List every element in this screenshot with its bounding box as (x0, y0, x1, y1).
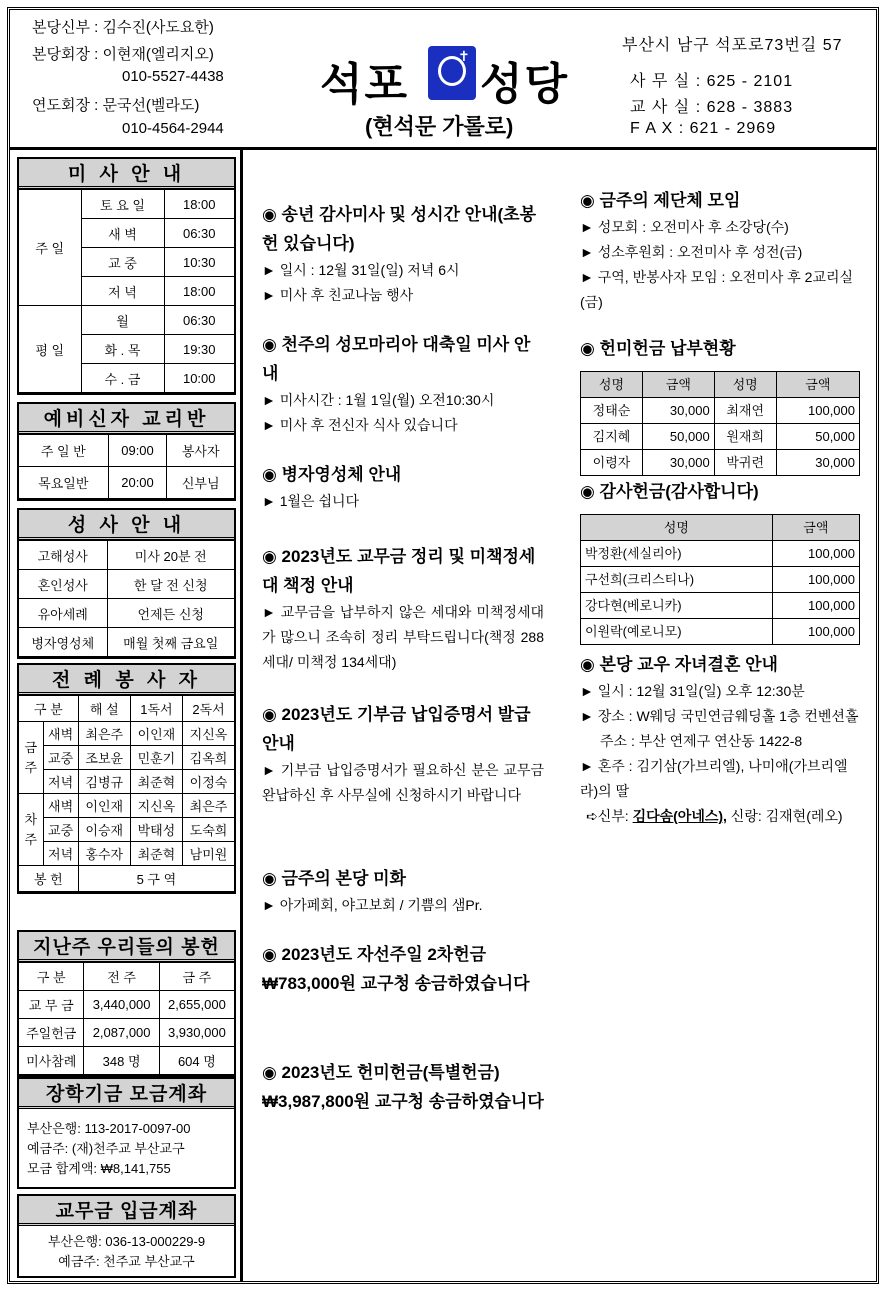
rice-cell: 최재연 (714, 398, 776, 424)
liturgy-cell: 김옥희 (182, 746, 234, 770)
liturgy-cell: 새벽 (43, 722, 78, 746)
title-left: 석포 (320, 60, 410, 109)
groups-section (580, 186, 860, 315)
liturgy-cell: 이인재 (78, 794, 130, 818)
wedding-place: ► 장소 : W웨딩 국민연금웨딩홀 1층 컨벤션홀 (580, 708, 859, 724)
liturgy-cell: 도숙희 (182, 818, 234, 842)
sacrament-cell: 유아세례 (19, 599, 107, 628)
liturgy-cell: 최준혁 (130, 770, 182, 794)
mass-time: 18:00 (164, 190, 234, 219)
notice-title: ◉ 2023년도 자선주일 2차헌금 ₩783,000원 교구청 송금하였습니다 (262, 945, 530, 993)
rice-cell: 이령자 (581, 450, 643, 476)
thanks-title: ◉ 감사헌금(감사합니다) (580, 482, 759, 501)
notice-line: ► 일시 : 12월 31일(일) 저녁 6시 (262, 262, 460, 278)
scholarship-box (17, 1077, 236, 1189)
liturgy-row (19, 794, 234, 818)
liturgy-row (19, 842, 234, 866)
mass-time: 18:00 (164, 277, 234, 306)
sacrament-row (19, 541, 234, 570)
thanks-section (580, 477, 860, 645)
scholarship-title: 장학기금 모금계좌 (19, 1079, 234, 1109)
lastweek-cell: 3,930,000 (159, 1019, 234, 1047)
bride-label: ➪신부: (586, 808, 633, 824)
header (10, 10, 876, 150)
president: 본당회장 : 이현재(엘리지오) (32, 46, 214, 63)
rice-cell: 100,000 (776, 398, 859, 424)
rice-cell: 50,000 (642, 424, 714, 450)
address: 부산시 남구 석포로73번길 57 (622, 37, 843, 54)
sacrament-cell: 매월 첫째 금요일 (107, 628, 234, 657)
rice-title: ◉ 헌미헌금 납부현황 (580, 339, 736, 358)
catechumen-cell: 20:00 (108, 467, 167, 499)
groups-line: ► 성모회 : 오전미사 후 소강당(수) (580, 219, 789, 235)
liturgy-cell: 교중 (43, 746, 78, 770)
liturgy-cell: 박태성 (130, 818, 182, 842)
liturgy-cell: 지신옥 (130, 794, 182, 818)
liturgy-cell: 교중 (43, 818, 78, 842)
thanks-cell: 강다현(베로니카) (581, 593, 773, 619)
liturgy-cell: 이정숙 (182, 770, 234, 794)
thanks-row (581, 593, 860, 619)
office-phone: 사 무 실 : 625 - 2101 (630, 73, 794, 90)
rice-head-cell: 성명 (714, 372, 776, 398)
lastweek-cell: 2,655,000 (159, 991, 234, 1019)
liturgy-head-cell: 1독서 (130, 696, 182, 722)
yeondo: 연도회장 : 문국선(벨라도) (32, 97, 200, 114)
bride-name: 김다솜(아네스), (632, 808, 727, 824)
pastor: 본당신부 : 김수진(사도요한) (32, 19, 214, 36)
wedding-address: 주소 : 부산 연제구 연산동 1422-8 (600, 733, 803, 749)
dues-title: 교무금 입금계좌 (19, 1196, 234, 1226)
mass-title: 미 사 안 내 (19, 159, 234, 189)
scholarship-line: 모금 합계액: ₩8,141,755 (27, 1161, 171, 1176)
church-logo-icon: ✝ (428, 46, 476, 100)
president-phone: 010-5527-4438 (122, 68, 224, 85)
liturgy-row (19, 722, 234, 746)
dues-line: 부산은행: 036-13-000229-9 (47, 1234, 206, 1249)
lastweek-row (19, 1047, 234, 1075)
mass-day: 수 . 금 (81, 364, 164, 393)
fax: F A X : 621 - 2969 (630, 120, 777, 137)
thanks-head-cell: 금액 (772, 515, 859, 541)
sacrament-cell: 병자영성체 (19, 628, 107, 657)
lastweek-cell: 2,087,000 (84, 1019, 159, 1047)
sacrament-cell: 혼인성사 (19, 570, 107, 599)
mass-day: 토 요 일 (81, 190, 164, 219)
thanks-cell: 100,000 (772, 593, 859, 619)
thanks-cell: 100,000 (772, 541, 859, 567)
liturgy-cell: 최준혁 (130, 842, 182, 866)
dues-box (17, 1194, 236, 1278)
thanks-head-cell: 성명 (581, 515, 773, 541)
wedding-parents: ► 혼주 : 김기삼(가브리엘), 나미애(가브리엘라)의 딸 (580, 758, 848, 799)
lastweek-cell: 주일헌금 (19, 1019, 84, 1047)
rice-cell: 30,000 (642, 398, 714, 424)
thanks-cell: 100,000 (772, 567, 859, 593)
mass-box (17, 157, 236, 395)
rice-head-cell: 금액 (776, 372, 859, 398)
sacraments-title: 성 사 안 내 (19, 510, 234, 540)
mass-day: 교 중 (81, 248, 164, 277)
groups-title: ◉ 금주의 제단체 모임 (580, 191, 741, 210)
liturgy-cell: 남미원 (182, 842, 234, 866)
notice-section (262, 940, 544, 998)
rice-cell: 50,000 (776, 424, 859, 450)
wedding-section (580, 650, 860, 829)
liturgy-cell: 저녁 (43, 842, 78, 866)
rice-head-cell: 금액 (642, 372, 714, 398)
liturgy-cell: 조보윤 (78, 746, 130, 770)
offering-row (19, 866, 234, 892)
notice-section (262, 700, 544, 808)
mass-row (19, 190, 234, 219)
yeondo-phone: 010-4564-2944 (122, 120, 224, 137)
notice-line: ► 1월은 쉽니다 (262, 493, 360, 509)
rice-cell: 박귀련 (714, 450, 776, 476)
thanks-row (581, 567, 860, 593)
catechumen-title: 예비신자 교리반 (19, 404, 234, 434)
wedding-date: ► 일시 : 12월 31일(일) 오후 12:30분 (580, 683, 805, 699)
sacrament-cell: 언제든 신청 (107, 599, 234, 628)
notice-section (262, 864, 544, 918)
dues-line: 예금주: 천주교 부산교구 (58, 1254, 195, 1269)
liturgy-cell: 민훈기 (130, 746, 182, 770)
mass-time: 10:30 (164, 248, 234, 277)
catechumen-cell: 09:00 (108, 435, 167, 467)
subtitle: (현석문 가롤로) (365, 114, 514, 139)
mass-day: 저 녁 (81, 277, 164, 306)
notice-line: ► 미사 후 전신자 식사 있습니다 (262, 417, 458, 433)
weekday-label: 평 일 (19, 306, 81, 393)
groups-line: ► 성소후원회 : 오전미사 후 성전(금) (580, 244, 803, 260)
lastweek-head-cell: 전 주 (84, 963, 159, 991)
sacrament-row (19, 570, 234, 599)
liturgy-cell: 최은주 (182, 794, 234, 818)
liturgy-cell: 최은주 (78, 722, 130, 746)
liturgy-row (19, 770, 234, 794)
sacraments-box (17, 508, 236, 659)
lastweek-box (17, 930, 236, 1077)
notice-section (262, 460, 544, 514)
liturgy-cell: 이승재 (78, 818, 130, 842)
liturgy-cell: 홍수자 (78, 842, 130, 866)
catechumen-cell: 목요일반 (19, 467, 108, 499)
liturgy-box (17, 663, 236, 894)
mass-day: 월 (81, 306, 164, 335)
lastweek-cell: 604 명 (159, 1047, 234, 1075)
rice-section (580, 334, 860, 476)
mass-time: 06:30 (164, 306, 234, 335)
mass-time: 10:00 (164, 364, 234, 393)
thanks-cell: 100,000 (772, 619, 859, 645)
notice-title: ◉ 금주의 본당 미화 (262, 869, 406, 888)
notice-section (262, 200, 544, 308)
lastweek-cell: 3,440,000 (84, 991, 159, 1019)
thanks-cell: 박정환(세실리아) (581, 541, 773, 567)
sacrament-cell: 미사 20분 전 (107, 541, 234, 570)
liturgy-cell: 새벽 (43, 794, 78, 818)
rice-cell: 30,000 (776, 450, 859, 476)
liturgy-week: 금주 (19, 722, 43, 794)
left-column (10, 150, 243, 1282)
lastweek-cell: 교 무 금 (19, 991, 84, 1019)
notice-section (262, 330, 544, 438)
notice-title: ◉ 2023년도 교무금 정리 및 미책정세대 책정 안내 (262, 547, 536, 595)
liturgy-head-cell: 구 분 (19, 696, 78, 722)
lastweek-head-cell: 구 분 (19, 963, 84, 991)
liturgy-cell: 김병규 (78, 770, 130, 794)
mass-time: 06:30 (164, 219, 234, 248)
rice-row (581, 450, 860, 476)
sacrament-row (19, 628, 234, 657)
notice-section (262, 542, 544, 675)
notice-title: ◉ 병자영성체 안내 (262, 465, 402, 484)
notice-line: ► 아가페회, 야고보회 / 기쁨의 샘Pr. (262, 897, 483, 913)
notice-line: ► 미사 후 친교나눔 행사 (262, 287, 414, 303)
liturgy-head-cell: 해 설 (78, 696, 130, 722)
notice-title: ◉ 송년 감사미사 및 성시간 안내(초봉헌 있습니다) (262, 205, 537, 253)
lastweek-row (19, 991, 234, 1019)
liturgy-cell: 지신옥 (182, 722, 234, 746)
notice-line: ► 교무금을 납부하지 않은 세대와 미책정세대가 많으니 조속히 정리 부탁드립니다(책정 288세대/ 미책정 134세대) (262, 604, 544, 670)
lastweek-head-cell: 금 주 (159, 963, 234, 991)
liturgy-head (19, 696, 234, 722)
rice-head (581, 372, 860, 398)
thanks-head (581, 515, 860, 541)
offering-value: 5 구 역 (78, 866, 234, 892)
rice-cell: 30,000 (642, 450, 714, 476)
teacher-phone: 교 사 실 : 628 - 3883 (630, 99, 794, 116)
liturgy-cell: 저녁 (43, 770, 78, 794)
scholarship-line: 부산은행: 113-2017-0097-00 (27, 1121, 191, 1136)
catechumen-box (17, 402, 236, 501)
liturgy-title: 전 례 봉 사 자 (19, 665, 234, 695)
liturgy-cell: 이인재 (130, 722, 182, 746)
wedding-title: ◉ 본당 교우 자녀결혼 안내 (580, 655, 778, 674)
mass-row (19, 306, 234, 335)
lastweek-cell: 미사참례 (19, 1047, 84, 1075)
rice-row (581, 424, 860, 450)
catechumen-row (19, 467, 234, 499)
notice-title: ◉ 천주의 성모마리아 대축일 미사 안내 (262, 335, 531, 383)
sacrament-cell: 고해성사 (19, 541, 107, 570)
lastweek-title: 지난주 우리들의 봉헌 (19, 932, 234, 962)
rice-head-cell: 성명 (581, 372, 643, 398)
liturgy-head-cell: 2독서 (182, 696, 234, 722)
notice-line: ► 미사시간 : 1월 1일(월) 오전10:30시 (262, 392, 495, 408)
catechumen-cell: 주 일 반 (19, 435, 108, 467)
notice-title: ◉ 2023년도 기부금 납입증명서 발급 안내 (262, 705, 531, 753)
sacrament-cell: 한 달 전 신청 (107, 570, 234, 599)
thanks-row (581, 541, 860, 567)
scholarship-line: 예금주: (재)천주교 부산교구 (27, 1141, 185, 1156)
liturgy-row (19, 746, 234, 770)
rice-cell: 정태순 (581, 398, 643, 424)
catechumen-cell: 신부님 (167, 467, 234, 499)
liturgy-week: 차주 (19, 794, 43, 866)
sacrament-row (19, 599, 234, 628)
lastweek-head (19, 963, 234, 991)
catechumen-row (19, 435, 234, 467)
offering-label: 봉 헌 (19, 866, 78, 892)
rice-row (581, 398, 860, 424)
mass-day: 새 벽 (81, 219, 164, 248)
liturgy-row (19, 818, 234, 842)
rice-cell: 김지혜 (581, 424, 643, 450)
lastweek-row (19, 1019, 234, 1047)
mass-day: 화 . 목 (81, 335, 164, 364)
thanks-row (581, 619, 860, 645)
rice-cell: 원재희 (714, 424, 776, 450)
lastweek-cell: 348 명 (84, 1047, 159, 1075)
thanks-cell: 구선희(크리스티나) (581, 567, 773, 593)
catechumen-cell: 봉사자 (167, 435, 234, 467)
title-right: 성당 (480, 60, 570, 109)
notice-section (262, 1058, 544, 1116)
mass-time: 19:30 (164, 335, 234, 364)
notice-line: ► 기부금 납입증명서가 필요하신 분은 교무금 완납하신 후 사무실에 신청하시기 바랍니다 (262, 762, 544, 803)
notice-title: ◉ 2023년도 헌미헌금(특별헌금) ₩3,987,800원 교구청 송금하였습니다 (262, 1063, 544, 1111)
sunday-label: 주 일 (19, 190, 81, 306)
groom: 신랑: 김재현(레오) (726, 808, 843, 824)
groups-line: ► 구역, 반봉사자 모임 : 오전미사 후 2교리실(금) (580, 269, 854, 310)
thanks-cell: 이원락(예로니모) (581, 619, 773, 645)
